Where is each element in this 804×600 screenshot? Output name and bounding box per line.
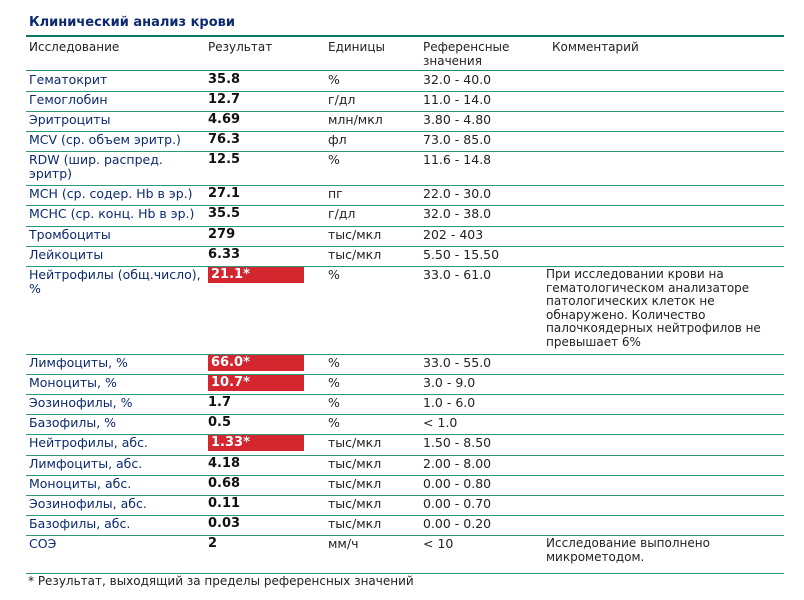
table-row	[26, 354, 784, 375]
test-name: Базофилы, %	[29, 415, 117, 430]
result-value-flagged: 66.0*	[208, 355, 304, 371]
table-row	[26, 71, 784, 92]
header-units: Единицы	[328, 40, 385, 54]
test-name: Эритроциты	[29, 112, 111, 127]
table-row	[26, 495, 784, 516]
table-row	[26, 414, 784, 435]
reference-range: 32.0 - 38.0	[423, 206, 492, 221]
unit: тыс/мкл	[328, 247, 382, 262]
reference-range: 202 - 403	[423, 227, 484, 242]
test-name: Нейтрофилы, абс.	[29, 435, 148, 450]
reference-range: 73.0 - 85.0	[423, 132, 492, 147]
unit: %	[328, 375, 340, 390]
test-name: Гемоглобин	[29, 92, 108, 107]
unit: %	[328, 267, 340, 282]
table-row	[26, 131, 784, 152]
unit: г/дл	[328, 92, 356, 107]
unit: тыс/мкл	[328, 496, 382, 511]
reference-range: 3.0 - 9.0	[423, 375, 476, 390]
result-value: 1.7	[208, 395, 232, 410]
reference-range: 0.00 - 0.70	[423, 496, 492, 511]
unit: %	[328, 152, 340, 167]
table-row	[26, 246, 784, 267]
unit: тыс/мкл	[328, 476, 382, 491]
result-value: 6.33	[208, 247, 241, 262]
test-name: Эозинофилы, абс.	[29, 496, 147, 511]
unit: %	[328, 355, 340, 370]
reference-range: < 10	[423, 536, 454, 551]
reference-range: 0.00 - 0.80	[423, 476, 492, 491]
unit: г/дл	[328, 206, 356, 221]
table-row	[26, 515, 784, 536]
result-value: 0.03	[208, 516, 241, 531]
unit: тыс/мкл	[328, 435, 382, 450]
result-value: 0.68	[208, 476, 241, 491]
comment: Исследование выполнено микрометодом.	[546, 536, 710, 564]
test-name: MCH (ср. содер. Hb в эр.)	[29, 186, 193, 201]
unit: %	[328, 72, 340, 87]
table-row	[26, 266, 784, 355]
result-value: 279	[208, 227, 236, 242]
reference-range: 33.0 - 55.0	[423, 355, 492, 370]
reference-range: 0.00 - 0.20	[423, 516, 492, 531]
table-row	[26, 205, 784, 227]
table-row	[26, 374, 784, 395]
test-name: MCV (ср. объем эритр.)	[29, 132, 181, 147]
result-value: 4.18	[208, 456, 241, 471]
table-row	[26, 475, 784, 496]
test-name: Лимфоциты, %	[29, 355, 128, 370]
reference-range: 1.50 - 8.50	[423, 435, 492, 450]
table-row	[26, 91, 784, 112]
table-row	[26, 111, 784, 132]
test-name: Тромбоциты	[29, 227, 111, 242]
unit: мм/ч	[328, 536, 359, 551]
unit: пг	[328, 186, 343, 201]
reference-range: 11.0 - 14.0	[423, 92, 492, 107]
reference-range: 3.80 - 4.80	[423, 112, 492, 127]
table-row	[26, 394, 784, 415]
result-value: 4.69	[208, 112, 241, 127]
unit: млн/мкл	[328, 112, 383, 127]
reference-range: 5.50 - 15.50	[423, 247, 500, 262]
result-value-flagged: 21.1*	[208, 267, 304, 283]
reference-range: < 1.0	[423, 415, 458, 430]
result-value: 0.11	[208, 496, 241, 511]
reference-range: 33.0 - 61.0	[423, 267, 492, 282]
result-value: 12.5	[208, 152, 241, 167]
test-name: Лимфоциты, абс.	[29, 456, 143, 471]
test-name: Лейкоциты	[29, 247, 104, 262]
table-row	[26, 185, 784, 206]
unit: тыс/мкл	[328, 516, 382, 531]
unit: %	[328, 415, 340, 430]
header-test: Исследование	[29, 40, 120, 54]
result-value: 2	[208, 536, 218, 551]
header-comment: Комментарий	[552, 40, 639, 54]
result-value: 35.5	[208, 206, 241, 221]
table-row	[26, 535, 784, 574]
result-value-flagged: 10.7*	[208, 375, 304, 391]
header-reference	[423, 40, 509, 68]
reference-range: 1.0 - 6.0	[423, 395, 476, 410]
title-divider	[26, 35, 784, 37]
test-name: Гематокрит	[29, 72, 108, 87]
test-name: MCHC (ср. конц. Hb в эр.)	[29, 206, 195, 221]
test-name: Базофилы, абс.	[29, 516, 131, 531]
header-result: Результат	[208, 40, 273, 54]
unit: %	[328, 395, 340, 410]
table-row	[26, 226, 784, 247]
test-name: Моноциты, %	[29, 375, 117, 390]
test-name: RDW (шир. распред. эритр)	[29, 152, 163, 181]
result-value-flagged: 1.33*	[208, 435, 304, 451]
table-row	[26, 151, 784, 186]
test-name: СОЭ	[29, 536, 57, 551]
footnote: * Результат, выходящий за пределы референсных значений	[28, 574, 414, 588]
reference-range: 32.0 - 40.0	[423, 72, 492, 87]
table-row	[26, 455, 784, 476]
test-name: Эозинофилы, %	[29, 395, 133, 410]
unit: тыс/мкл	[328, 227, 382, 242]
result-value: 27.1	[208, 186, 241, 201]
header-reference-line1: Референсные	[423, 40, 510, 54]
result-value: 0.5	[208, 415, 232, 430]
table-row	[26, 434, 784, 456]
reference-range: 2.00 - 8.00	[423, 456, 492, 471]
comment: При исследовании крови на гематологическом анализаторе патологических клеток не обнаружено. Количество палочкоядерных нейтрофилов не превышает 6%	[546, 267, 761, 349]
report-title: Клинический анализ крови	[29, 15, 235, 30]
result-value: 12.7	[208, 92, 241, 107]
result-value: 35.8	[208, 72, 241, 87]
unit: тыс/мкл	[328, 456, 382, 471]
test-name: Моноциты, абс.	[29, 476, 132, 491]
reference-range: 22.0 - 30.0	[423, 186, 492, 201]
reference-range: 11.6 - 14.8	[423, 152, 492, 167]
test-name: Нейтрофилы (общ.число), %	[29, 267, 201, 296]
header-reference-line2: значения	[423, 54, 482, 68]
result-value: 76.3	[208, 132, 241, 147]
unit: фл	[328, 132, 347, 147]
